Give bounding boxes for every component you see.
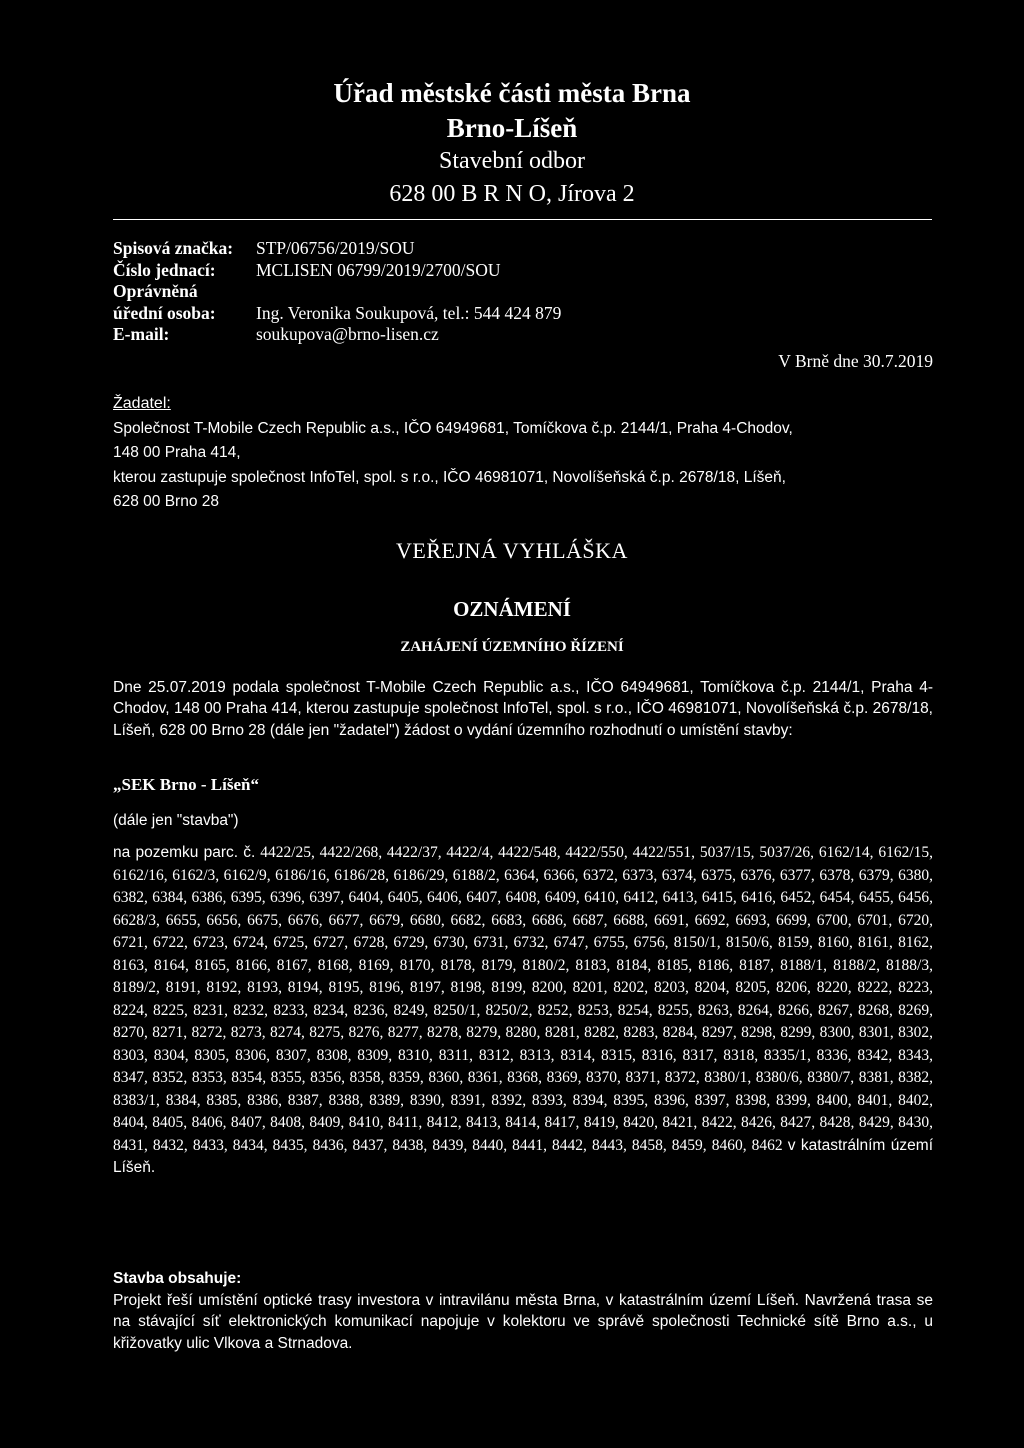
applicant-block	[113, 392, 933, 515]
parcels-paragraph	[113, 842, 933, 1180]
notice-subtitle: OZNÁMENÍ	[453, 597, 571, 621]
cislo-value: MCLISEN 06799/2019/2700/SOU	[256, 259, 501, 280]
uredni-label: úřední osoba:	[113, 302, 216, 323]
opravnena-label: Oprávněná	[113, 281, 198, 301]
parcels-suffix: v katastrálním území Líšeň.	[113, 1136, 934, 1176]
applicant-line: kterou zastupuje společnost InfoTel, spol. s r.o., IČO 46981071, Novolíšeňská č.p. 2678/18, Líšeň,	[113, 468, 786, 486]
notice-subtitle-2: ZAHÁJENÍ ÚZEMNÍHO ŘÍZENÍ	[400, 639, 624, 655]
applicant-line: Společnost T-Mobile Czech Republic a.s., IČO 64949681, Tomíčkova č.p. 2144/1, Praha 4-Chodov,	[113, 419, 793, 437]
contents-heading: Stavba obsahuje:	[113, 1270, 242, 1287]
email-value: soukupova@brno-lisen.cz	[256, 324, 439, 344]
cislo-label: Číslo jednací:	[113, 259, 216, 280]
district-name: Brno-Líšeň	[446, 113, 578, 143]
parcels-list: 4422/25, 4422/268, 4422/37, 4422/4, 4422/548, 4422/550, 4422/551, 5037/15, 5037/26, 6162/14, 6162/15, 6162/16, 6162/3, 6162/9, 6186/16, 6186/28, 6186/29, 6188/2, 6364, 6366, 6372, 6373, 6374, 6375, 6376, 6377, 6378, 6379, 6380, 6382, 6384, 6386, 6395, 6396, 6397, 6404, 6405, 6406, 6407, 6408, 6409, 6410, 6412, 6413, 6415, 6416, 6452, 6454, 6455, 6456, 6628/3, 6655, 6656, 6675, 6676, 6677, 6679, 6680, 6682, 6683, 6686, 6687, 6688, 6691, 6692, 6693, 6699, 6700, 6701, 6720, 6721, 6722, 6723, 6724, 6725, 6727, 6728, 6729, 6730, 6731, 6732, 6747, 6755, 6756, 8150/1, 8150/6, 8159, 8160, 8161, 8162, 8163, 8164, 8165, 8166, 8167, 8168, 8169, 8170, 8178, 8179, 8180/2, 8183, 8184, 8185, 8186, 8187, 8188/1, 8188/2, 8188/3, 8189/2, 8191, 8192, 8193, 8194, 8195, 8196, 8197, 8198, 8199, 8200, 8201, 8202, 8203, 8204, 8205, 8206, 8220, 8222, 8223, 8224, 8225, 8231, 8232, 8233, 8234, 8236, 8249, 8250/1, 8250/2, 8252, 8253, 8254, 8255, 8263, 8264, 8266, 8267, 8268, 8269, 8270, 8271, 8272, 8273, 8274, 8275, 8276, 8277, 8278, 8279, 8280, 8281, 8282, 8283, 8284, 8297, 8298, 8299, 8300, 8301, 8302, 8303, 8304, 8305, 8306, 8307, 8308, 8309, 8310, 8311, 8312, 8313, 8314, 8315, 8316, 8317, 8318, 8335/1, 8336, 8342, 8343, 8347, 8352, 8353, 8354, 8355, 8356, 8358, 8359, 8360, 8361, 8368, 8369, 8370, 8371, 8372, 8380/1, 8380/6, 8380/7, 8381, 8382, 8383/1, 8384, 8385, 8386, 8387, 8388, 8389, 8390, 8391, 8392, 8393, 8394, 8395, 8396, 8397, 8398, 8399, 8400, 8401, 8402, 8404, 8405, 8406, 8407, 8408, 8409, 8410, 8411, 8412, 8413, 8414, 8417, 8419, 8420, 8421, 8422, 8426, 8427, 8428, 8429, 8430, 8431, 8432, 8433, 8434, 8435, 8436, 8437, 8438, 8439, 8440, 8441, 8442, 8443, 8458, 8459, 8460, 8462	[113, 844, 934, 1154]
applicant-line: 628 00 Brno 28	[113, 493, 220, 510]
project-alias: (dále jen "stavba")	[113, 812, 239, 829]
notice-title: VEŘEJNÁ VYHLÁŠKA	[396, 538, 628, 563]
spisova-value: STP/06756/2019/SOU	[256, 238, 415, 258]
department-name: Stavební odbor	[439, 148, 585, 174]
contents-block	[113, 1268, 933, 1354]
intro-paragraph: Dne 25.07.2019 podala společnost T-Mobile Czech Republic a.s., IČO 64949681, Tomíčkova č.p. 2144/1, Praha 4-Chodov, 148 00 Praha 414, kterou zastupuje společnost InfoTel, spol. s r.o., IČO 46981071, Novolíšeňská č.p. 2678/18, Líšeň, 628 00 Brno 28 (dále jen "žadatel") žádost o vydání územního rozhodnutí o umístění stavby:	[113, 679, 933, 739]
uredni-value: Ing. Veronika Soukupová, tel.: 544 424 879	[256, 302, 562, 323]
spisova-label: Spisová značka:	[113, 238, 234, 258]
applicant-heading: Žadatel:	[113, 395, 171, 412]
project-name: „SEK Brno - Líšeň“	[113, 775, 259, 794]
header-divider	[113, 219, 932, 220]
contents-text: Projekt řeší umístění optické trasy investora v intravilánu města Brna, v katastrálním území Líšeň. Navržená trasa se na stávající síť elektronických komunikací napojuje v kolektoru ve správě společnosti Technické sítě Brno a.s., u křižovatky ulic Vlkova a Strnadova.	[113, 1291, 933, 1352]
parcels-prefix: na pozemku parc. č.	[113, 844, 256, 861]
office-address: 628 00 B R N O, Jírova 2	[389, 181, 635, 207]
applicant-line: 148 00 Praha 414,	[113, 444, 241, 461]
office-name: Úřad městské části města Brna	[333, 78, 691, 108]
email-label: E-mail:	[113, 324, 170, 344]
document-date: V Brně dne 30.7.2019	[778, 351, 933, 371]
